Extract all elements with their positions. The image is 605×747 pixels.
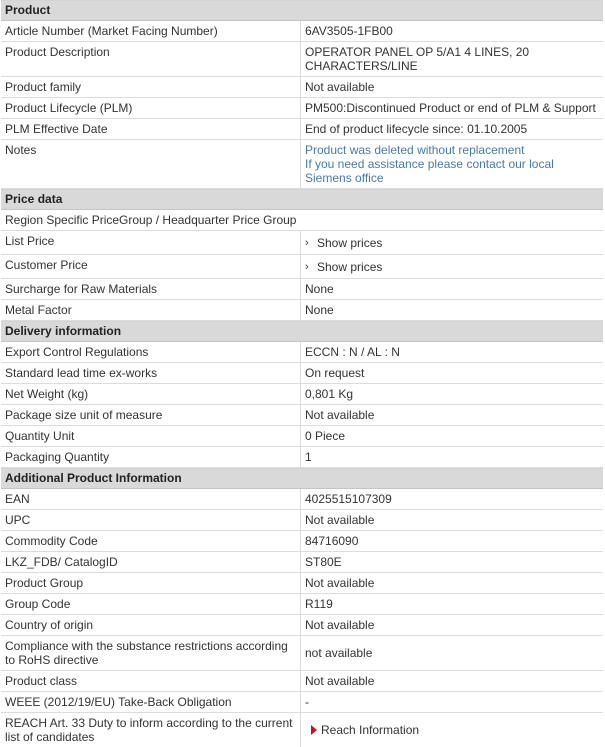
row-value: PM500:Discontinued Product or end of PLM & Support [305, 101, 596, 115]
row-value: Not available [305, 674, 375, 688]
notes-contact-link[interactable]: If you need assistance please contact our local Siemens office [305, 157, 554, 185]
row-key: Notes [1, 140, 301, 188]
row-key: Product Lifecycle (PLM) [1, 98, 301, 118]
table-row [1, 21, 603, 42]
row-value: ECCN : N / AL : N [305, 345, 400, 359]
row-key: EAN [1, 489, 301, 509]
row-value: - [305, 695, 309, 709]
row-value: Not available [305, 80, 375, 94]
row-value: Not available [305, 618, 375, 632]
row-key: Quantity Unit [1, 426, 301, 446]
table-row [1, 447, 603, 468]
product-data-sheet [1, 0, 603, 747]
row-value: R119 [305, 597, 333, 611]
row-key: LKZ_FDB/ CatalogID [1, 552, 301, 572]
section-heading-delivery: Delivery information [1, 322, 603, 342]
row-value: Not available [305, 513, 375, 527]
table-row [1, 42, 603, 77]
table-row [1, 279, 603, 300]
price-section [1, 189, 603, 321]
section-heading-additional: Additional Product Information [1, 469, 603, 489]
additional-section [1, 468, 603, 747]
row-value: None [305, 303, 334, 317]
table-row [1, 119, 603, 140]
row-value: 4025515107309 [305, 492, 392, 506]
table-row [1, 300, 603, 321]
red-triangle-icon [311, 725, 317, 735]
row-value: End of product lifecycle since: 01.10.2005 [305, 122, 528, 136]
show-prices-label: Show prices [317, 235, 383, 250]
row-key: Metal Factor [1, 300, 301, 320]
table-row [1, 489, 603, 510]
row-value: 84716090 [305, 534, 359, 548]
row-value [301, 231, 603, 254]
row-key: Product family [1, 77, 301, 97]
table-row [1, 231, 603, 255]
table-row [1, 671, 603, 692]
reach-information-link[interactable] [305, 723, 419, 737]
notes-value [301, 140, 603, 188]
row-key: Region Specific PriceGroup / Headquarter Price Group [5, 213, 297, 227]
delivery-section [1, 321, 603, 468]
row-key: Commodity Code [1, 531, 301, 551]
table-row [1, 636, 603, 671]
row-key: PLM Effective Date [1, 119, 301, 139]
section-heading-product: Product [1, 1, 603, 21]
row-value: not available [305, 646, 373, 660]
table-row [1, 98, 603, 119]
row-key: Country of origin [1, 615, 301, 635]
product-section [1, 0, 603, 189]
chevron-right-icon: › [305, 236, 309, 249]
table-row [1, 363, 603, 384]
row-value: ST80E [305, 555, 342, 569]
row-key: Customer Price [1, 255, 301, 278]
table-row-notes [1, 140, 603, 189]
table-row [1, 552, 603, 573]
row-key: Standard lead time ex-works [1, 363, 301, 383]
row-key: UPC [1, 510, 301, 530]
row-key: List Price [1, 231, 301, 254]
table-row [1, 510, 603, 531]
table-row [1, 531, 603, 552]
row-value [301, 255, 603, 278]
row-value: OPERATOR PANEL OP 5/A1 4 LINES, 20 CHARACTERS/LINE [305, 45, 530, 73]
row-key: Packaging Quantity [1, 447, 301, 467]
row-value [301, 713, 603, 747]
row-key: Surcharge for Raw Materials [1, 279, 301, 299]
row-key: REACH Art. 33 Duty to inform according to the current list of candidates [1, 713, 301, 747]
row-key: Article Number (Market Facing Number) [1, 21, 301, 41]
table-row [1, 615, 603, 636]
table-row [1, 255, 603, 279]
table-row [1, 384, 603, 405]
row-key: Compliance with the substance restrictions according to RoHS directive [1, 636, 301, 670]
table-row [1, 210, 603, 231]
reach-information-label: Reach Information [321, 723, 420, 737]
row-key: Package size unit of measure [1, 405, 301, 425]
chevron-right-icon: › [305, 260, 309, 273]
table-row [1, 594, 603, 615]
row-key: Group Code [1, 594, 301, 614]
row-value: 6AV3505-1FB00 [305, 24, 393, 38]
table-row [1, 77, 603, 98]
row-key: Net Weight (kg) [1, 384, 301, 404]
table-row [1, 713, 603, 747]
table-row [1, 426, 603, 447]
section-heading-price: Price data [1, 190, 603, 210]
table-row [1, 342, 603, 363]
notes-deleted-link[interactable]: Product was deleted without replacement [305, 143, 525, 157]
row-value: 1 [305, 450, 312, 464]
row-value: 0 Piece [305, 429, 346, 443]
show-prices-link[interactable] [305, 260, 382, 274]
table-row [1, 692, 603, 713]
row-value: Not available [305, 576, 375, 590]
row-key: Product Description [1, 42, 301, 76]
row-value: Not available [305, 408, 375, 422]
show-prices-label: Show prices [317, 259, 383, 274]
row-key: WEEE (2012/19/EU) Take-Back Obligation [1, 692, 301, 712]
table-row [1, 573, 603, 594]
row-value: None [305, 282, 334, 296]
row-value: 0,801 Kg [305, 387, 354, 401]
row-value: On request [305, 366, 365, 380]
row-key: Export Control Regulations [1, 342, 301, 362]
row-key: Product Group [1, 573, 301, 593]
table-row [1, 405, 603, 426]
show-prices-link[interactable] [305, 236, 382, 250]
row-key: Product class [1, 671, 301, 691]
